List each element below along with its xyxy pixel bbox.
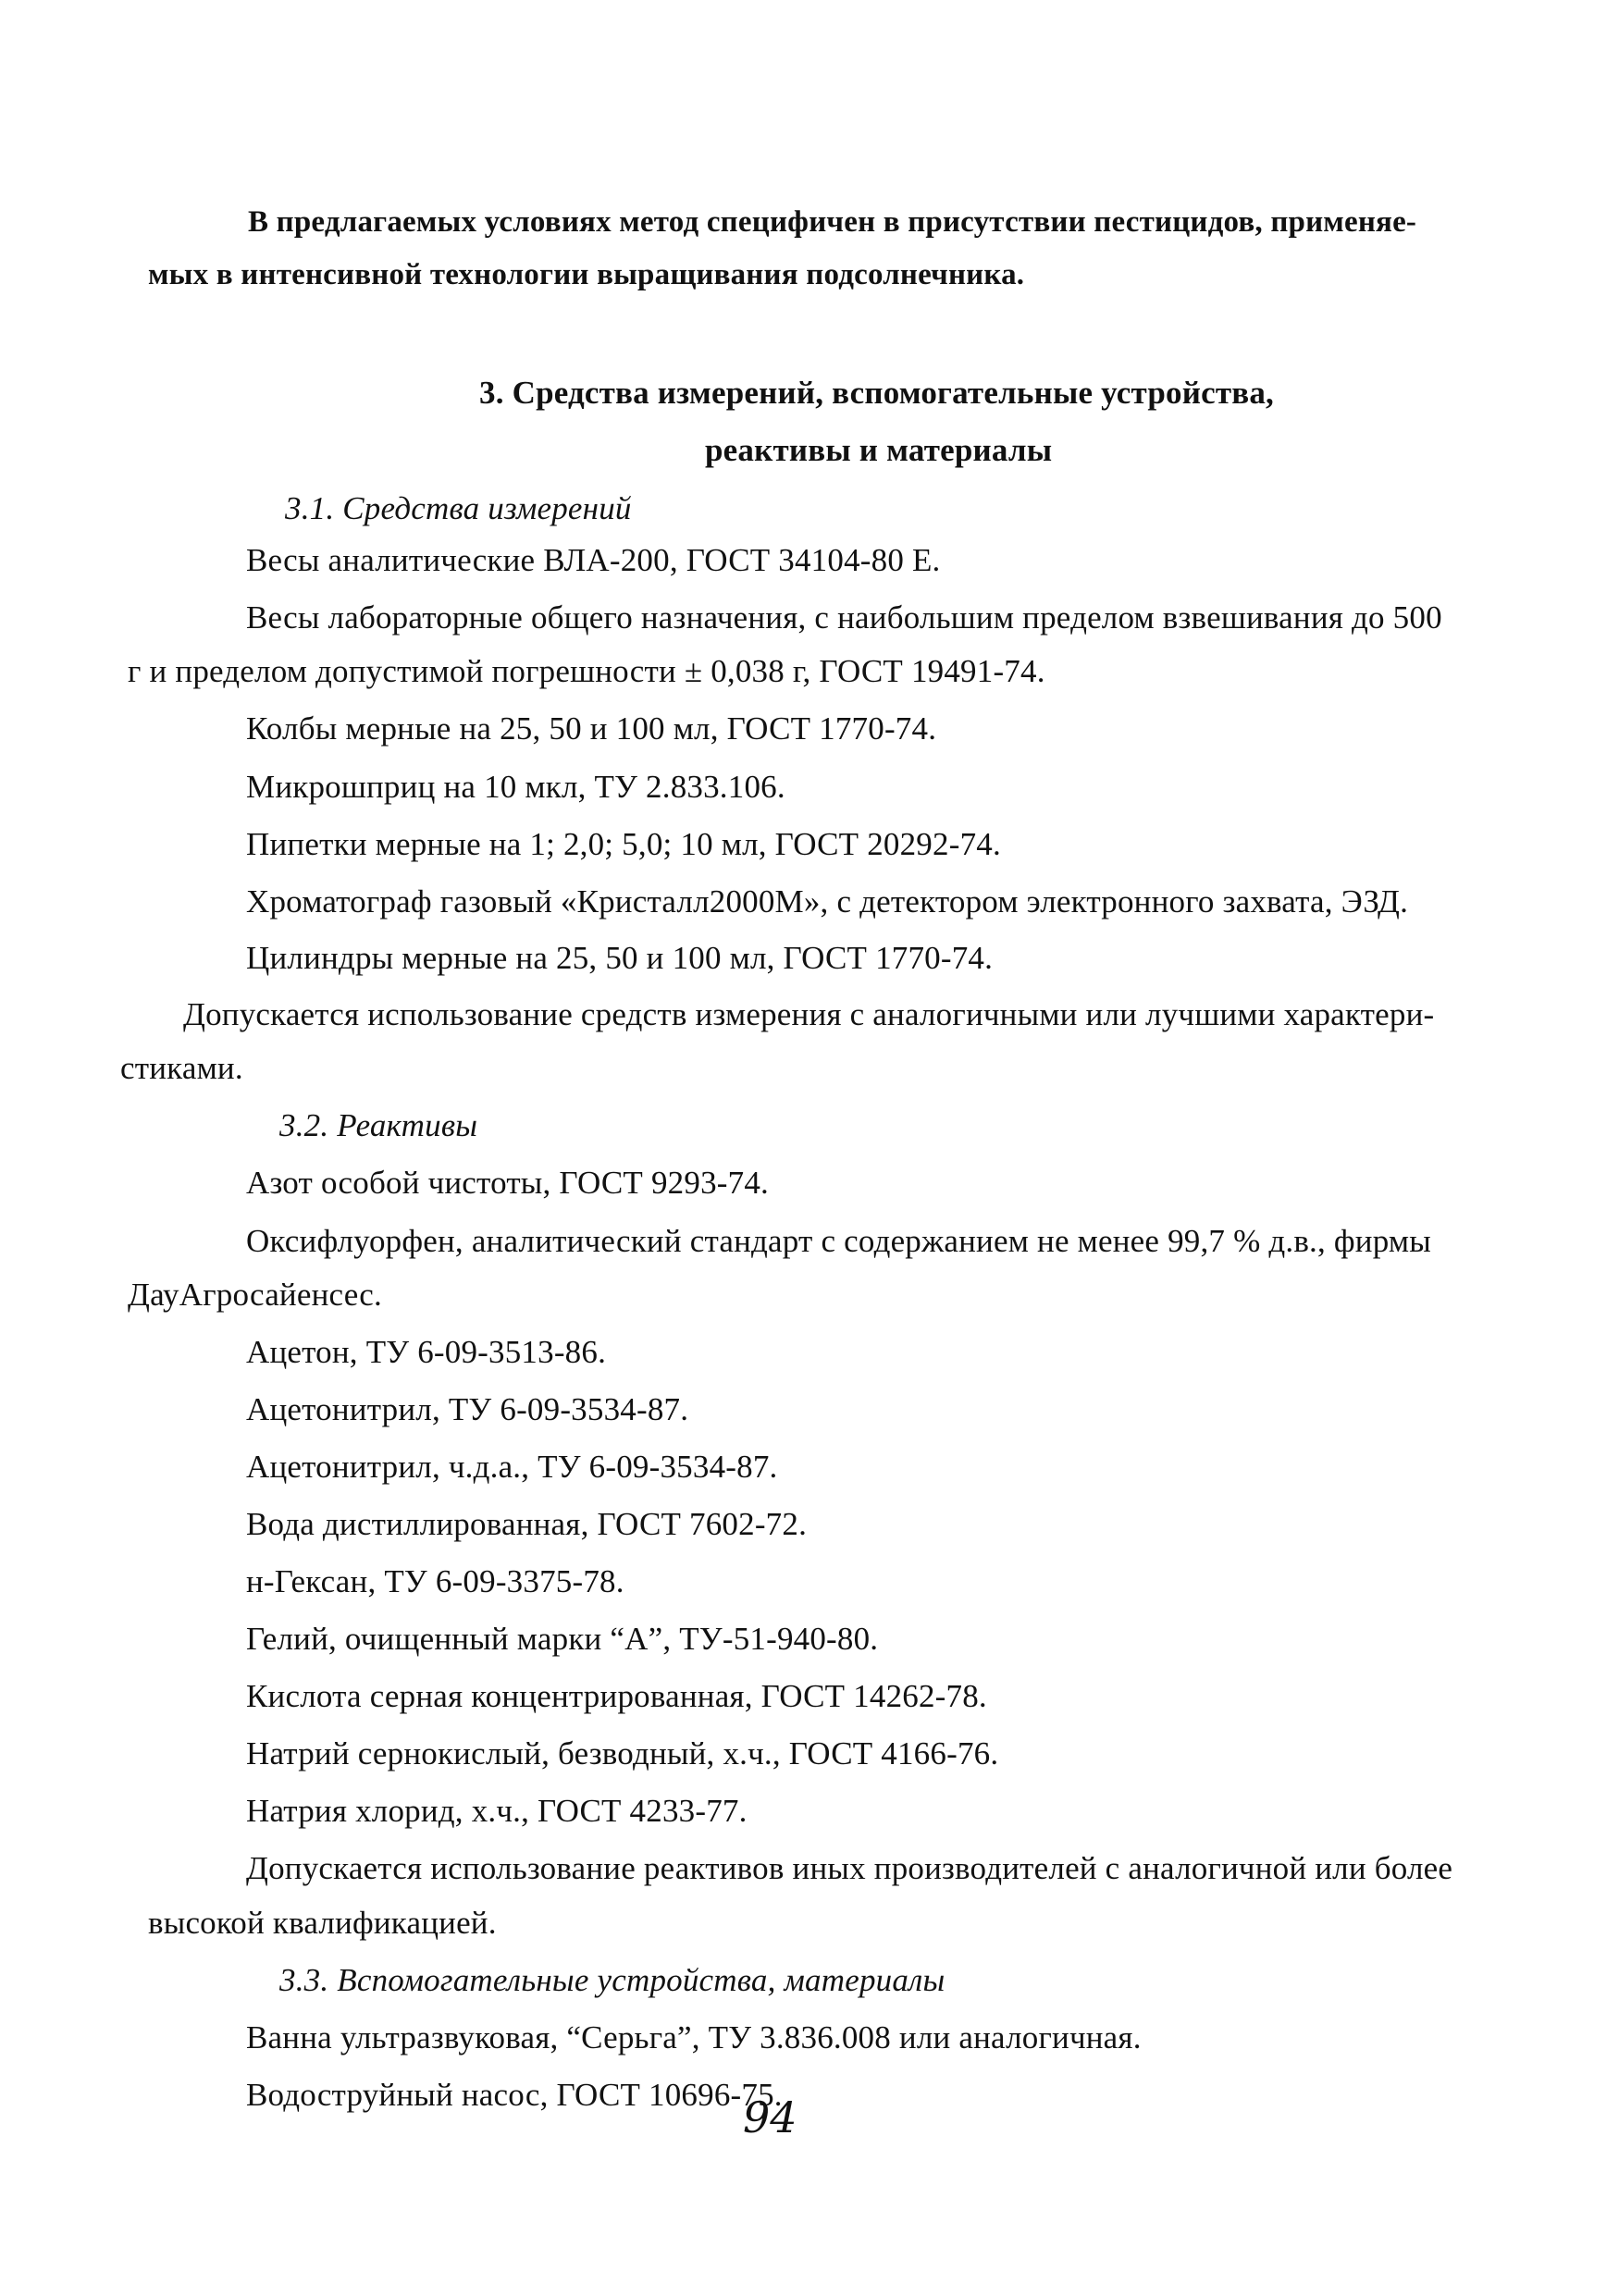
list-item: н-Гексан, ТУ 6-09-3375-78. — [246, 1563, 624, 1599]
list-item: Пипетки мерные на 1; 2,0; 5,0; 10 мл, ГОСТ 20292-74. — [246, 826, 1001, 862]
list-item: Ацетонитрил, ч.д.а., ТУ 6-09-3534-87. — [246, 1449, 778, 1485]
note-line-1: Допускается использование средств измерения с аналогичными или лучшими характери- — [183, 996, 1435, 1032]
list-item: Оксифлуорфен, аналитический стандарт с содержанием не менее 99,7 % д.в., фирмы — [246, 1223, 1431, 1259]
section-heading-line-2: реактивы и материалы — [705, 432, 1053, 468]
list-item: Кислота серная концентрированная, ГОСТ 14262-78. — [246, 1678, 987, 1714]
intro-line-2: мых в интенсивной технологии выращивания подсолнечника. — [148, 258, 1025, 291]
page-number: 94 — [743, 2092, 797, 2142]
list-item: Натрий сернокислый, безводный, х.ч., ГОСТ 4166-76. — [246, 1735, 999, 1771]
list-item: Колбы мерные на 25, 50 и 100 мл, ГОСТ 1770-74. — [246, 710, 937, 747]
subsection-3-3-title: 3.3. Вспомогательные устройства, материалы — [279, 1962, 945, 1998]
list-item: Натрия хлорид, х.ч., ГОСТ 4233-77. — [246, 1793, 748, 1829]
list-item: Хроматограф газовый «Кристалл2000М», с детектором электронного захвата, ЭЗД. — [246, 883, 1409, 920]
list-item: г и пределом допустимой погрешности ± 0,038 г, ГОСТ 19491-74. — [128, 653, 1045, 689]
list-item: Ванна ультразвуковая, “Серьга”, ТУ 3.836.008 или аналогичная. — [246, 2019, 1142, 2055]
section-heading-line-1: 3. Средства измерений, вспомогательные устройства, — [479, 375, 1274, 411]
list-item: Весы аналитические ВЛА-200, ГОСТ 34104-80 Е. — [246, 542, 941, 578]
list-item: Весы лабораторные общего назначения, с наибольшим пределом взвешивания до 500 — [246, 599, 1442, 636]
list-item: Азот особой чистоты, ГОСТ 9293-74. — [246, 1165, 769, 1201]
list-item: ДауАгросайенсес. — [128, 1277, 382, 1313]
list-item: Цилиндры мерные на 25, 50 и 100 мл, ГОСТ 1770-74. — [246, 940, 994, 976]
subsection-3-1-title: 3.1. Средства измерений — [285, 490, 632, 526]
note-line-1: Допускается использование реактивов иных производителей с аналогичной или более — [246, 1850, 1453, 1886]
list-item: Водоструйный насос, ГОСТ 10696-75. — [246, 2077, 783, 2113]
intro-line-1: В предлагаемых условиях метод специфичен в присутствии пестицидов, применяе- — [248, 205, 1417, 239]
note-line-2: высокой квалификацией. — [148, 1905, 497, 1941]
list-item: Вода дистиллированная, ГОСТ 7602-72. — [246, 1506, 808, 1542]
subsection-3-2-title: 3.2. Реактивы — [279, 1107, 478, 1143]
list-item: Ацетонитрил, ТУ 6-09-3534-87. — [246, 1391, 689, 1427]
list-item: Ацетон, ТУ 6-09-3513-86. — [246, 1334, 607, 1370]
list-item: Микрошприц на 10 мкл, ТУ 2.833.106. — [246, 769, 785, 805]
list-item: Гелий, очищенный марки “А”, ТУ-51-940-80. — [246, 1621, 879, 1657]
note-line-2: стиками. — [120, 1050, 243, 1086]
